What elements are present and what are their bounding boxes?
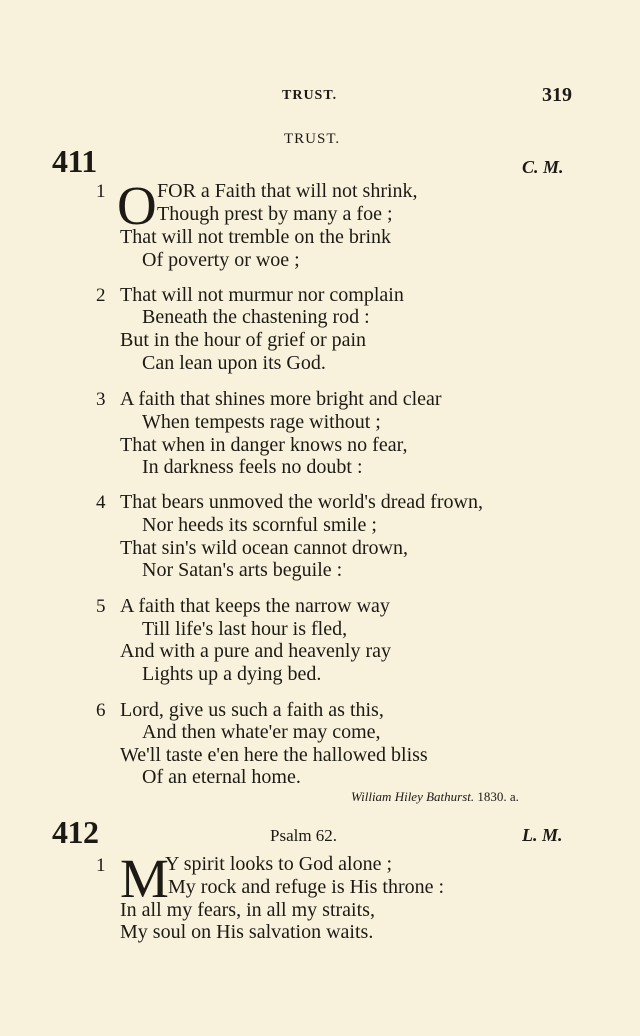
hymn-line: Can lean upon its God. xyxy=(142,352,326,374)
hymn-line: Lights up a dying bed. xyxy=(142,663,322,685)
attribution-author: William Hiley Bathurst. xyxy=(351,789,475,804)
hymn-line: And with a pure and heavenly ray xyxy=(120,640,392,662)
hymn-line: My rock and refuge is His throne : xyxy=(168,876,445,898)
verse-number: 2 xyxy=(96,285,106,306)
hymn-line: Of poverty or woe ; xyxy=(142,249,300,271)
hymn-line: That when in danger knows no fear, xyxy=(120,434,408,456)
verse-number: 3 xyxy=(96,389,106,410)
hymn-line: Nor Satan's arts beguile : xyxy=(142,559,343,581)
hymn-line: My soul on His salvation waits. xyxy=(120,921,374,943)
hymn-411-meter: C. M. xyxy=(522,157,564,177)
section-title: TRUST. xyxy=(284,131,341,147)
running-head: TRUST. xyxy=(282,88,338,103)
page-number: 319 xyxy=(542,84,572,106)
hymn-412-number: 412 xyxy=(52,814,99,850)
attribution-year: 1830. a. xyxy=(477,789,519,804)
hymn-line: When tempests rage without ; xyxy=(142,411,381,433)
hymn-line: But in the hour of grief or pain xyxy=(120,329,367,351)
verse-number: 6 xyxy=(96,700,106,721)
hymn-412-meter: L. M. xyxy=(522,825,563,845)
hymn-line: Lord, give us such a faith as this, xyxy=(120,699,384,721)
verse-number: 4 xyxy=(96,492,106,513)
attribution xyxy=(351,789,519,805)
hymn-line: A faith that keeps the narrow way xyxy=(120,595,390,617)
hymn-line: That sin's wild ocean cannot drown, xyxy=(120,537,408,559)
hymn-line: Though prest by many a foe ; xyxy=(157,203,393,225)
verse-number: 1 xyxy=(96,855,106,876)
hymn-line: That will not tremble on the brink xyxy=(120,226,392,248)
hymn-line: Beneath the chastening rod : xyxy=(142,306,370,328)
verse-number: 5 xyxy=(96,596,106,617)
drop-cap: O xyxy=(117,175,157,236)
hymn-line: In darkness feels no doubt : xyxy=(142,456,363,478)
hymn-411-number: 411 xyxy=(52,143,97,179)
hymn-line: FOR a Faith that will not shrink, xyxy=(157,180,418,202)
hymn-line: Nor heeds its scornful smile ; xyxy=(142,514,377,536)
hymn-line: That bears unmoved the world's dread frown, xyxy=(120,491,483,513)
verse-number: 1 xyxy=(96,181,106,202)
hymn-line: Till life's last hour is fled, xyxy=(142,618,348,640)
hymn-line: And then whate'er may come, xyxy=(142,721,381,743)
hymn-line: Y spirit looks to God alone ; xyxy=(165,853,393,875)
hymn-line: A faith that shines more bright and clear xyxy=(120,388,442,410)
hymn-line: Of an eternal home. xyxy=(142,766,301,788)
hymn-line: In all my fears, in all my straits, xyxy=(120,899,375,921)
hymn-line: That will not murmur nor complain xyxy=(120,284,404,306)
hymn-line: We'll taste e'en here the hallowed bliss xyxy=(120,744,428,766)
drop-cap: M xyxy=(120,848,169,909)
hymn-412-tune: Psalm 62. xyxy=(270,826,338,845)
